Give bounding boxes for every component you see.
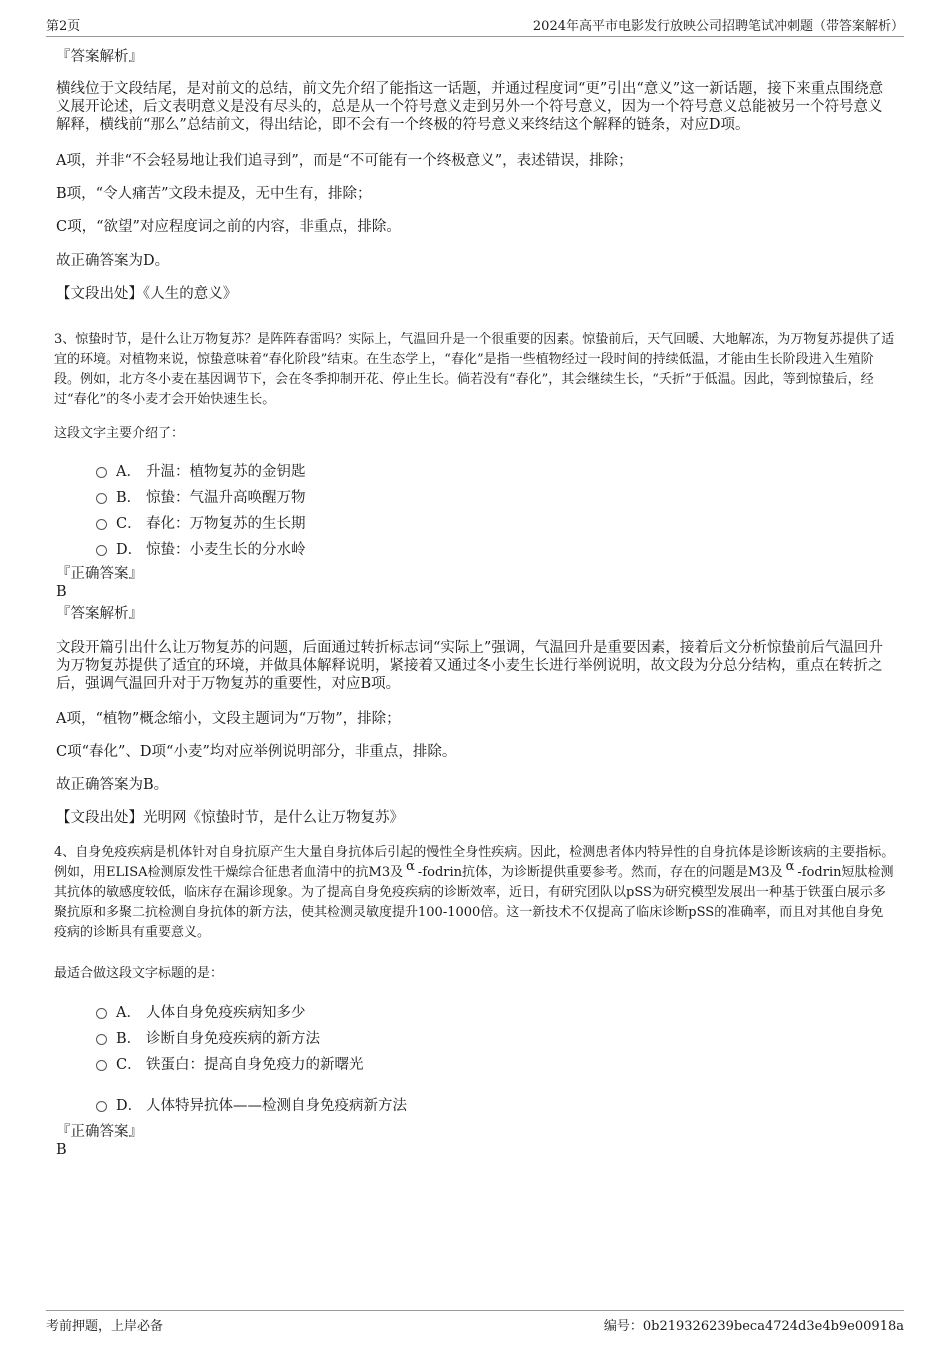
option-text: 铁蛋白：提高自身免疫力的新曙光 [146,1057,364,1073]
document-title: 2024年高平市电影发行放映公司招聘笔试冲刺题（带答案解析） [532,19,904,34]
option-letter: C． [116,516,142,532]
q4-stem-part1: 4、自身免疫疾病是机体针对自身抗原产生大量自身抗体后引起的慢性全身性疾病。因此，检测患者体内特异性的自身抗体是诊断该病的主要指标。例如，用ELISA检测原发性干燥综合征患者血清中的抗M3及 [54,845,895,880]
q3-analysis-label: 『答案解析』 [56,606,143,622]
q3-option-a[interactable] [96,460,306,481]
radio-icon[interactable] [96,467,107,478]
q4-option-a[interactable] [96,1001,306,1022]
q4-question: 最适合做这段文字标题的是： [54,966,224,981]
option-letter: C． [116,1057,142,1073]
q3-analysis-text: 文段开篇引出什么让万物复苏的问题，后面通过转折标志词“实际上”强调，气温回升是重要因素，接着后文分析惊蛰前后气温回升为万物复苏提供了适宜的环境，并做具体解释说明，紧接着又通过冬小麦生长进行举例说明，故文段为分总分结构，重点在转折之后，强调气温回升对于万物复苏的重要性，对应B项。 [56,640,883,692]
option-text: 惊蛰：气温升高唤醒万物 [146,490,306,506]
q2-analysis-text: 横线位于文段结尾，是对前文的总结，前文先介绍了能指这一话题，并通过程度词“更”引出“意义”这一新话题，接下来重点围绕意义展开论述，后文表明意义是没有尽头的，总是从一个符号意义走到另外一个符号意义，因为一个符号意义总能被另一个符号意义解释，横线前“那么”总结前文，得出结论，即不会有一个终极的符号意义来终结这个解释的链条，对应D项。 [56,81,884,133]
q4-option-c[interactable] [96,1053,364,1074]
option-text: 人体特异抗体——检测自身免疫病新方法 [146,1098,407,1114]
option-letter: B． [116,1031,142,1047]
radio-icon[interactable] [96,545,107,556]
q2-note-c: C项，“欲望”对应程度词之前的内容，非重点，排除。 [56,219,401,235]
q2-source: 【文段出处】《人生的意义》 [56,286,238,302]
q3-source: 【文段出处】光明网《惊蛰时节，是什么让万物复苏》 [56,810,404,826]
q2-note-a: A项，并非“不会轻易地让我们追寻到”，而是“不可能有一个终极意义”，表述错误，排除； [56,153,633,169]
option-letter: B． [116,490,142,506]
q4-option-b[interactable] [96,1027,320,1048]
q2-note-b: B项，“令人痛苦”文段未提及，无中生有，排除； [56,186,372,202]
q4-stem-part2: -fodrin抗体，为诊断提供重要参考。然而，存在的问题是M3及 [417,865,783,880]
option-text: 惊蛰：小麦生长的分水岭 [146,542,306,558]
q2-conclusion: 故正确答案为D。 [56,253,170,269]
q3-option-b[interactable] [96,486,306,507]
q3-answer-label: 『正确答案』 [56,566,143,582]
radio-icon[interactable] [96,1034,107,1045]
page-footer [46,1310,904,1334]
q3-answer: B [56,584,67,600]
q3-question: 这段文字主要介绍了： [54,426,185,441]
document-id: 编号：0b219326239beca4724d3e4b9e00918a [603,1319,904,1334]
radio-icon[interactable] [96,1008,107,1019]
q3-note-cd: C项“春化”、D项“小麦”均对应举例说明部分，非重点，排除。 [56,744,457,760]
q4-answer-label: 『正确答案』 [56,1124,143,1140]
footer-slogan: 考前押题，上岸必备 [46,1319,164,1334]
radio-icon[interactable] [96,493,107,504]
q3-stem: 3、惊蛰时节，是什么让万物复苏？是阵阵春雷吗？实际上，气温回升是一个很重要的因素。惊蛰前后，天气回暖、大地解冻，为万物复苏提供了适宜的环境。对植物来说，惊蛰意味着“春化阶段”结束。在生态学上，“春化”是指一些植物经过一段时间的持续低温，才能由生长阶段进入生殖阶段。例如，北方冬小麦在基因调节下，会在冬季抑制开花、停止生长。倘若没有“春化”，其会继续生长，“夭折”于低温。因此，等到惊蛰后，经过“春化”的冬小麦才会开始快速生长。 [54,332,895,407]
alpha-symbol: α [406,859,415,874]
option-letter: A． [116,464,141,480]
radio-icon[interactable] [96,1060,107,1071]
option-text: 春化：万物复苏的生长期 [146,516,306,532]
option-text: 人体自身免疫疾病知多少 [146,1005,306,1021]
q3-option-c[interactable] [96,512,306,533]
q4-option-d[interactable] [96,1094,407,1115]
q2-analysis-label: 『答案解析』 [56,49,143,65]
option-letter: D． [116,1098,143,1114]
alpha-symbol: α [785,859,795,874]
q3-conclusion: 故正确答案为B。 [56,777,169,793]
radio-icon[interactable] [96,519,107,530]
radio-icon[interactable] [96,1101,107,1112]
q3-note-a: A项，“植物”概念缩小，文段主题词为“万物”，排除； [56,711,401,727]
option-letter: D． [116,542,143,558]
q4-stem [54,843,896,943]
q3-option-d[interactable] [96,538,306,559]
q4-answer: B [56,1142,67,1158]
option-letter: A． [116,1005,141,1021]
option-text: 升温：植物复苏的金钥匙 [146,464,306,480]
option-text: 诊断自身免疫疾病的新方法 [146,1031,320,1047]
page-header [46,12,904,37]
page-number: 第2页 [46,19,81,34]
q4-stem-part3: -fodrin短肽检测其抗体的敏感度较低，临床存在漏诊现象。为了提高自身免疫疾病的诊断效率，近日，有研究团队以pSS为研究模型发展出一种基于铁蛋白展示多聚抗原和多聚二抗检测自身抗体的新方法，使其检测灵敏度提升100-1000倍。这一新技术不仅提高了临床诊断pSS的准确率，而且对其他自身免疫病的诊断具有重要意义。 [54,865,894,940]
